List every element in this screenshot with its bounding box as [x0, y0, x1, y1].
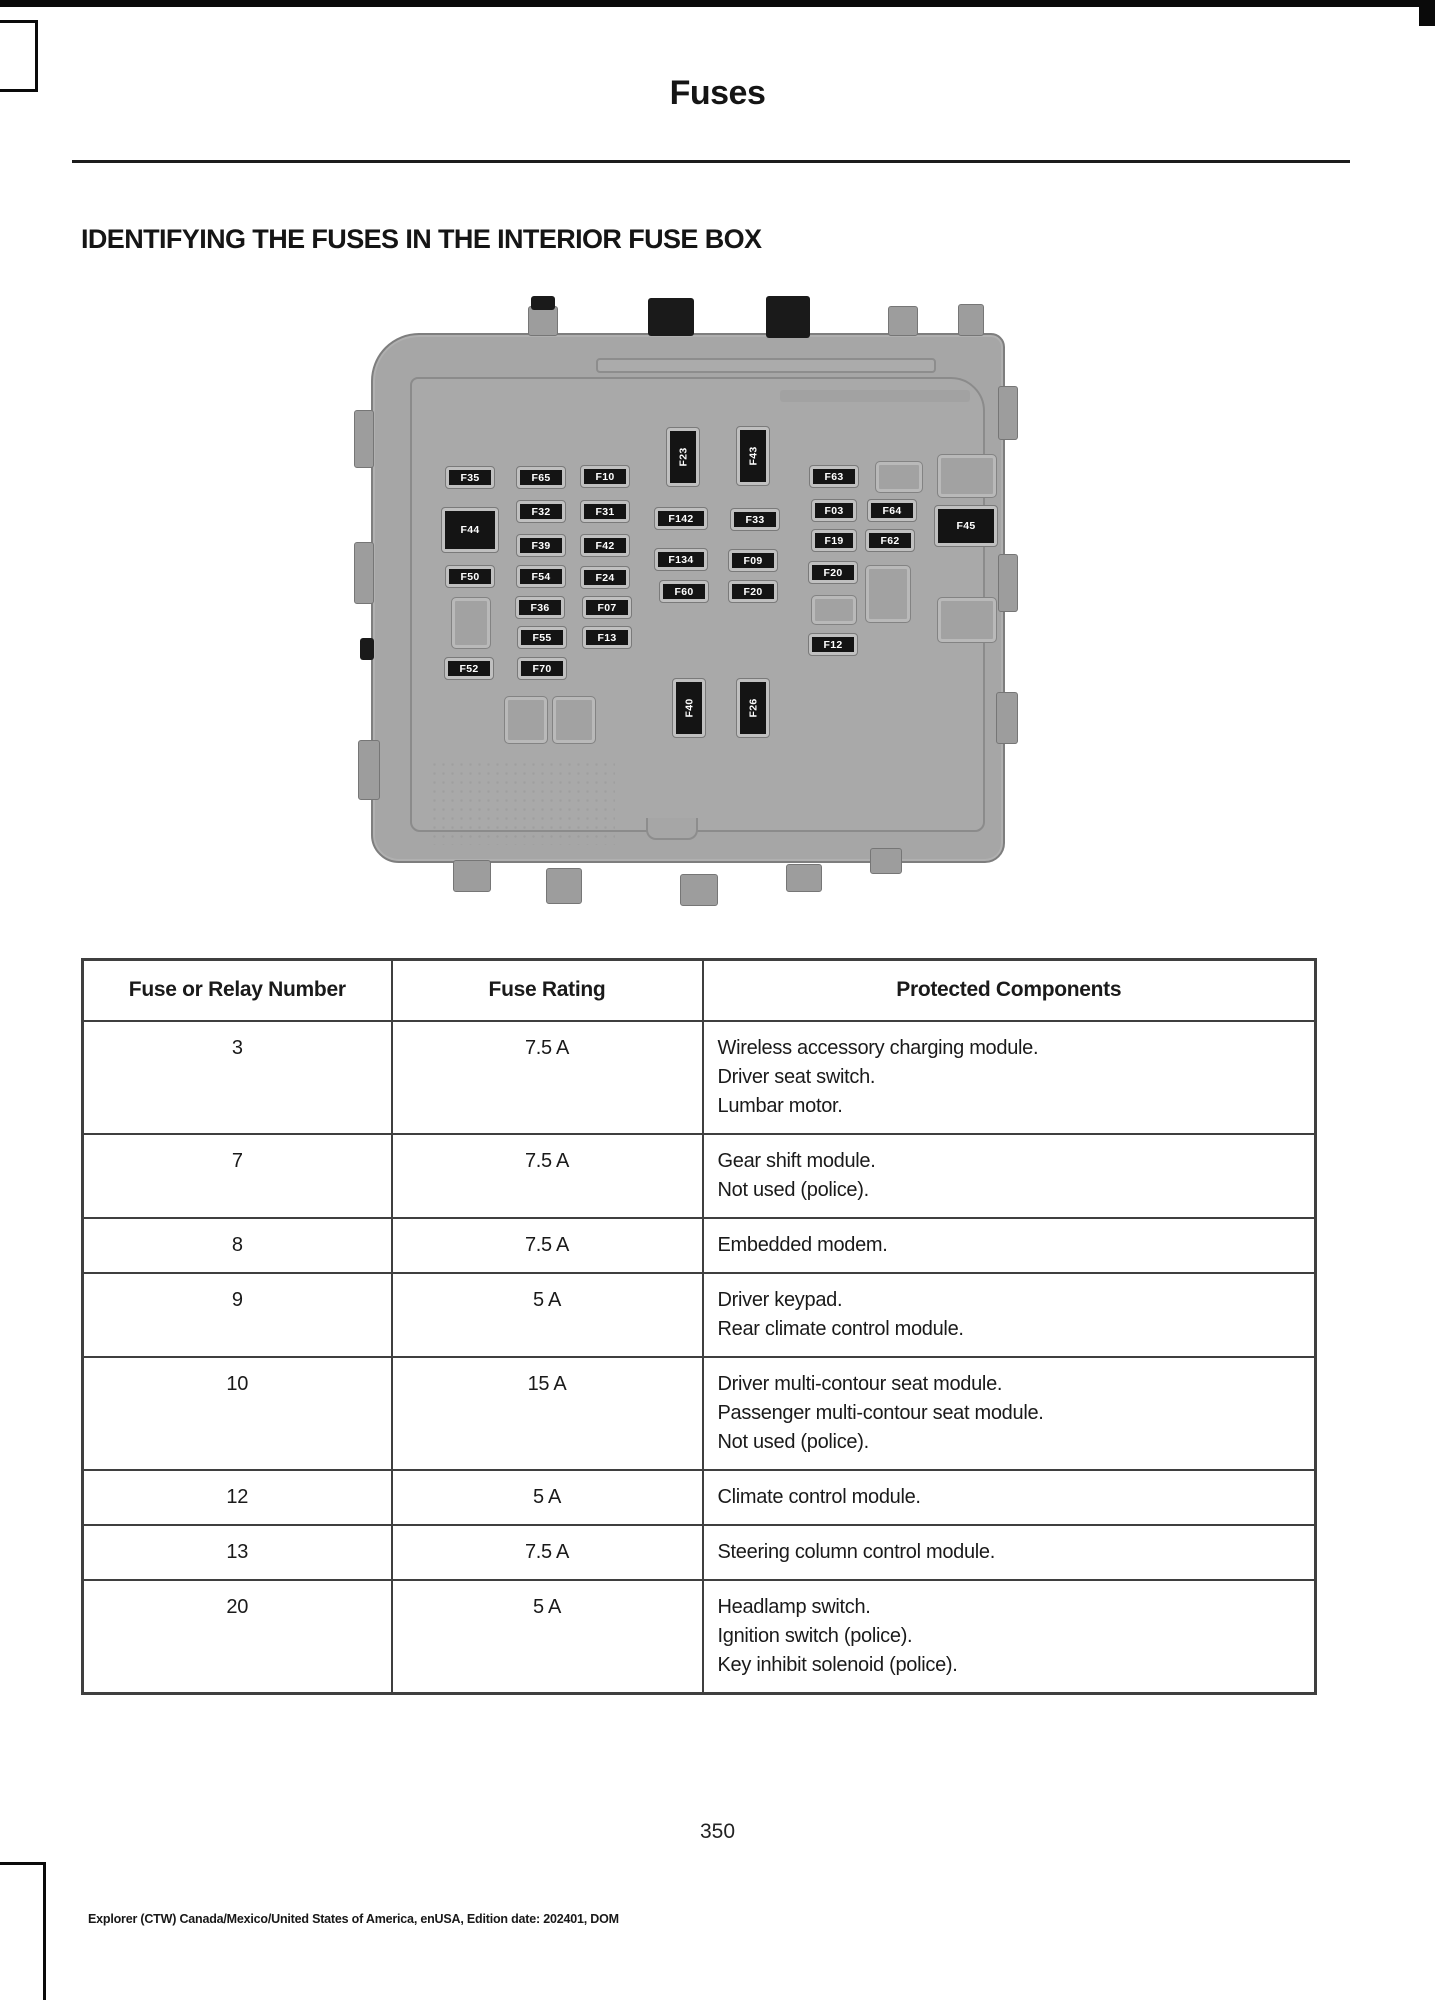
empty-fuse-slot [452, 598, 490, 648]
mounting-tab [354, 410, 374, 468]
empty-fuse-slot [866, 566, 910, 622]
fuse-label: F65 [531, 471, 551, 484]
fuse-f44 [442, 508, 498, 552]
fuse-number-cell: 13 [83, 1525, 392, 1580]
empty-fuse-slot [938, 598, 996, 642]
component-line: Steering column control module. [717, 1541, 996, 1563]
fuse-label: F52 [459, 662, 479, 675]
fuse-label: F55 [532, 631, 552, 644]
fuse-label: F142 [668, 512, 694, 525]
empty-fuse-slot [553, 697, 595, 743]
fuse-label: F40 [683, 698, 695, 718]
component-line: Not used (police). [717, 1431, 869, 1453]
page-title: Fuses [669, 74, 766, 112]
fuse-label: F62 [880, 534, 900, 547]
component-line: Gear shift module. [717, 1150, 876, 1172]
fuse-f39 [517, 535, 565, 556]
fuse-f20 [729, 581, 777, 602]
mounting-tab [958, 304, 984, 336]
fuse-number-cell: 8 [83, 1218, 392, 1273]
fuse-label: F70 [532, 662, 552, 675]
mounting-tab [870, 848, 902, 874]
component-line: Rear climate control module. [717, 1318, 964, 1340]
component-line: Not used (police). [717, 1179, 869, 1201]
component-line: Key inhibit solenoid (police). [717, 1654, 958, 1676]
table-row [83, 1218, 1316, 1273]
fuse-label: F50 [460, 570, 480, 583]
fuse-label: F36 [530, 601, 550, 614]
column-header: Fuse Rating [392, 960, 703, 1022]
fuse-label: F20 [823, 566, 843, 579]
fuse-f33 [731, 509, 779, 530]
protected-components-cell [703, 1357, 1316, 1470]
mounting-tab [998, 386, 1018, 440]
section-heading: IDENTIFYING THE FUSES IN THE INTERIOR FUSE BOX [81, 224, 762, 254]
fuse-f134 [655, 549, 707, 570]
protected-components-cell [703, 1273, 1316, 1357]
component-line: Driver seat switch. [717, 1066, 876, 1088]
fuse-f31 [581, 501, 629, 522]
protected-components-cell [703, 1021, 1316, 1134]
protected-components-cell [703, 1134, 1316, 1218]
mounting-tab [998, 554, 1018, 612]
empty-fuse-slot [505, 697, 547, 743]
fuse-label: F10 [595, 470, 615, 483]
fusebox-latch [596, 358, 936, 373]
fusebox-diagram [350, 290, 1040, 930]
fuse-number-cell: 3 [83, 1021, 392, 1134]
component-line: Driver keypad. [717, 1289, 843, 1311]
fuse-f50 [446, 566, 494, 587]
fuse-label: F35 [460, 471, 480, 484]
fuse-label: F64 [882, 504, 902, 517]
component-line: Driver multi-contour seat module. [717, 1373, 1003, 1395]
mounting-tab [680, 874, 718, 906]
mounting-tab [888, 306, 918, 336]
fuse-f35 [446, 467, 494, 488]
component-line: Headlamp switch. [717, 1596, 871, 1618]
fuse-label: F32 [531, 505, 551, 518]
component-line: Passenger multi-contour seat module. [717, 1402, 1044, 1424]
fuse-rating-cell: 7.5 A [392, 1525, 703, 1580]
fuse-label: F19 [824, 534, 844, 547]
fuse-f142 [655, 508, 707, 529]
fuse-label: F07 [597, 601, 617, 614]
fusebox-texture [430, 760, 615, 845]
mounting-tab [531, 296, 555, 310]
fuse-label: F134 [668, 553, 694, 566]
component-line: Embedded modem. [717, 1234, 888, 1256]
fuse-label: F09 [743, 554, 763, 567]
mounting-tab [766, 296, 810, 338]
fuse-f70 [518, 658, 566, 679]
empty-fuse-slot [938, 455, 996, 497]
protected-components-cell [703, 1470, 1316, 1525]
table-row [83, 1357, 1316, 1470]
fuse-f09 [729, 550, 777, 571]
component-line: Lumbar motor. [717, 1095, 843, 1117]
protected-components-cell [703, 1525, 1316, 1580]
fuse-f36 [516, 597, 564, 618]
title-divider [72, 160, 1350, 163]
fuse-f54 [517, 566, 565, 587]
empty-fuse-slot [876, 462, 922, 492]
fuse-f55 [518, 627, 566, 648]
fuse-f10 [581, 466, 629, 487]
fuse-number-cell: 7 [83, 1134, 392, 1218]
fusebox-pry-notch [646, 818, 698, 840]
table-row [83, 1273, 1316, 1357]
column-header: Protected Components [703, 960, 1316, 1022]
fuse-label: F42 [595, 539, 615, 552]
mounting-tab [358, 740, 380, 800]
fuse-rating-cell: 5 A [392, 1580, 703, 1694]
fuse-f12 [809, 634, 857, 655]
component-line: Wireless accessory charging module. [717, 1037, 1039, 1059]
fuse-rating-cell: 7.5 A [392, 1021, 703, 1134]
fuse-label: F45 [956, 520, 976, 532]
fuse-f03 [812, 500, 856, 521]
table-row [83, 1470, 1316, 1525]
fuse-f07 [583, 597, 631, 618]
fuse-label: F63 [824, 470, 844, 483]
mounting-tab [354, 542, 374, 604]
fusebox-embossed-marking [780, 390, 970, 402]
footer-edition-line: Explorer (CTW) Canada/Mexico/United States of America, enUSA, Edition date: 202401, DOM [88, 1912, 619, 1926]
fuse-f62 [866, 530, 914, 551]
mounting-tab [786, 864, 822, 892]
fuse-label: F03 [824, 504, 844, 517]
protected-components-cell [703, 1218, 1316, 1273]
fuse-label: F54 [531, 570, 551, 583]
fuse-number-cell: 10 [83, 1357, 392, 1470]
component-line: Ignition switch (police). [717, 1625, 913, 1647]
mounting-tab [648, 298, 694, 336]
scan-corner-mark-top-right [1419, 0, 1435, 26]
fuse-number-cell: 9 [83, 1273, 392, 1357]
fuse-number-cell: 12 [83, 1470, 392, 1525]
mounting-tab [360, 638, 374, 660]
fuse-rating-cell: 15 A [392, 1357, 703, 1470]
fuse-label: F31 [595, 505, 615, 518]
fuse-label: F20 [743, 585, 763, 598]
fuse-label: F33 [745, 513, 765, 526]
fuse-f24 [581, 567, 629, 588]
table-row [83, 1525, 1316, 1580]
fuse-f32 [517, 501, 565, 522]
fuse-label: F26 [747, 698, 759, 718]
mounting-tab [546, 868, 582, 904]
fuse-f23 [667, 428, 699, 486]
mounting-tab [453, 860, 491, 892]
table-header-row [83, 960, 1316, 1022]
fuse-label: F24 [595, 571, 615, 584]
fuse-label: F44 [460, 524, 480, 536]
fuse-f40 [673, 679, 705, 737]
scan-top-bar [0, 0, 1435, 7]
empty-fuse-slot [812, 596, 856, 624]
fuse-f52 [445, 658, 493, 679]
fuse-f63 [810, 466, 858, 487]
fuse-label: F23 [677, 447, 689, 467]
mounting-tab [528, 306, 558, 336]
fuse-label: F39 [531, 539, 551, 552]
fuse-f26 [737, 679, 769, 737]
fuse-f42 [581, 535, 629, 556]
fuse-f20 [809, 562, 857, 583]
mounting-tab [996, 692, 1018, 744]
fuse-f64 [868, 500, 916, 521]
column-header: Fuse or Relay Number [83, 960, 392, 1022]
fuse-f13 [583, 627, 631, 648]
fuse-rating-cell: 5 A [392, 1273, 703, 1357]
fuse-label: F43 [747, 446, 759, 466]
fuse-label: F13 [597, 631, 617, 644]
fuse-f19 [812, 530, 856, 551]
fuse-rating-cell: 7.5 A [392, 1134, 703, 1218]
fuse-label: F60 [674, 585, 694, 598]
fuse-rating-cell: 7.5 A [392, 1218, 703, 1273]
fuse-table [81, 958, 1317, 1695]
fuse-f45 [935, 506, 997, 546]
table-row [83, 1021, 1316, 1134]
table-row [83, 1580, 1316, 1694]
fuse-rating-cell: 5 A [392, 1470, 703, 1525]
fuse-f43 [737, 427, 769, 485]
scan-corner-mark-bottom-left [0, 1862, 46, 2000]
fuse-f65 [517, 467, 565, 488]
table-row [83, 1134, 1316, 1218]
fuse-f60 [660, 581, 708, 602]
fuse-label: F12 [823, 638, 843, 651]
protected-components-cell [703, 1580, 1316, 1694]
page-number: 350 [699, 1820, 736, 1843]
fuse-number-cell: 20 [83, 1580, 392, 1694]
component-line: Climate control module. [717, 1486, 921, 1508]
